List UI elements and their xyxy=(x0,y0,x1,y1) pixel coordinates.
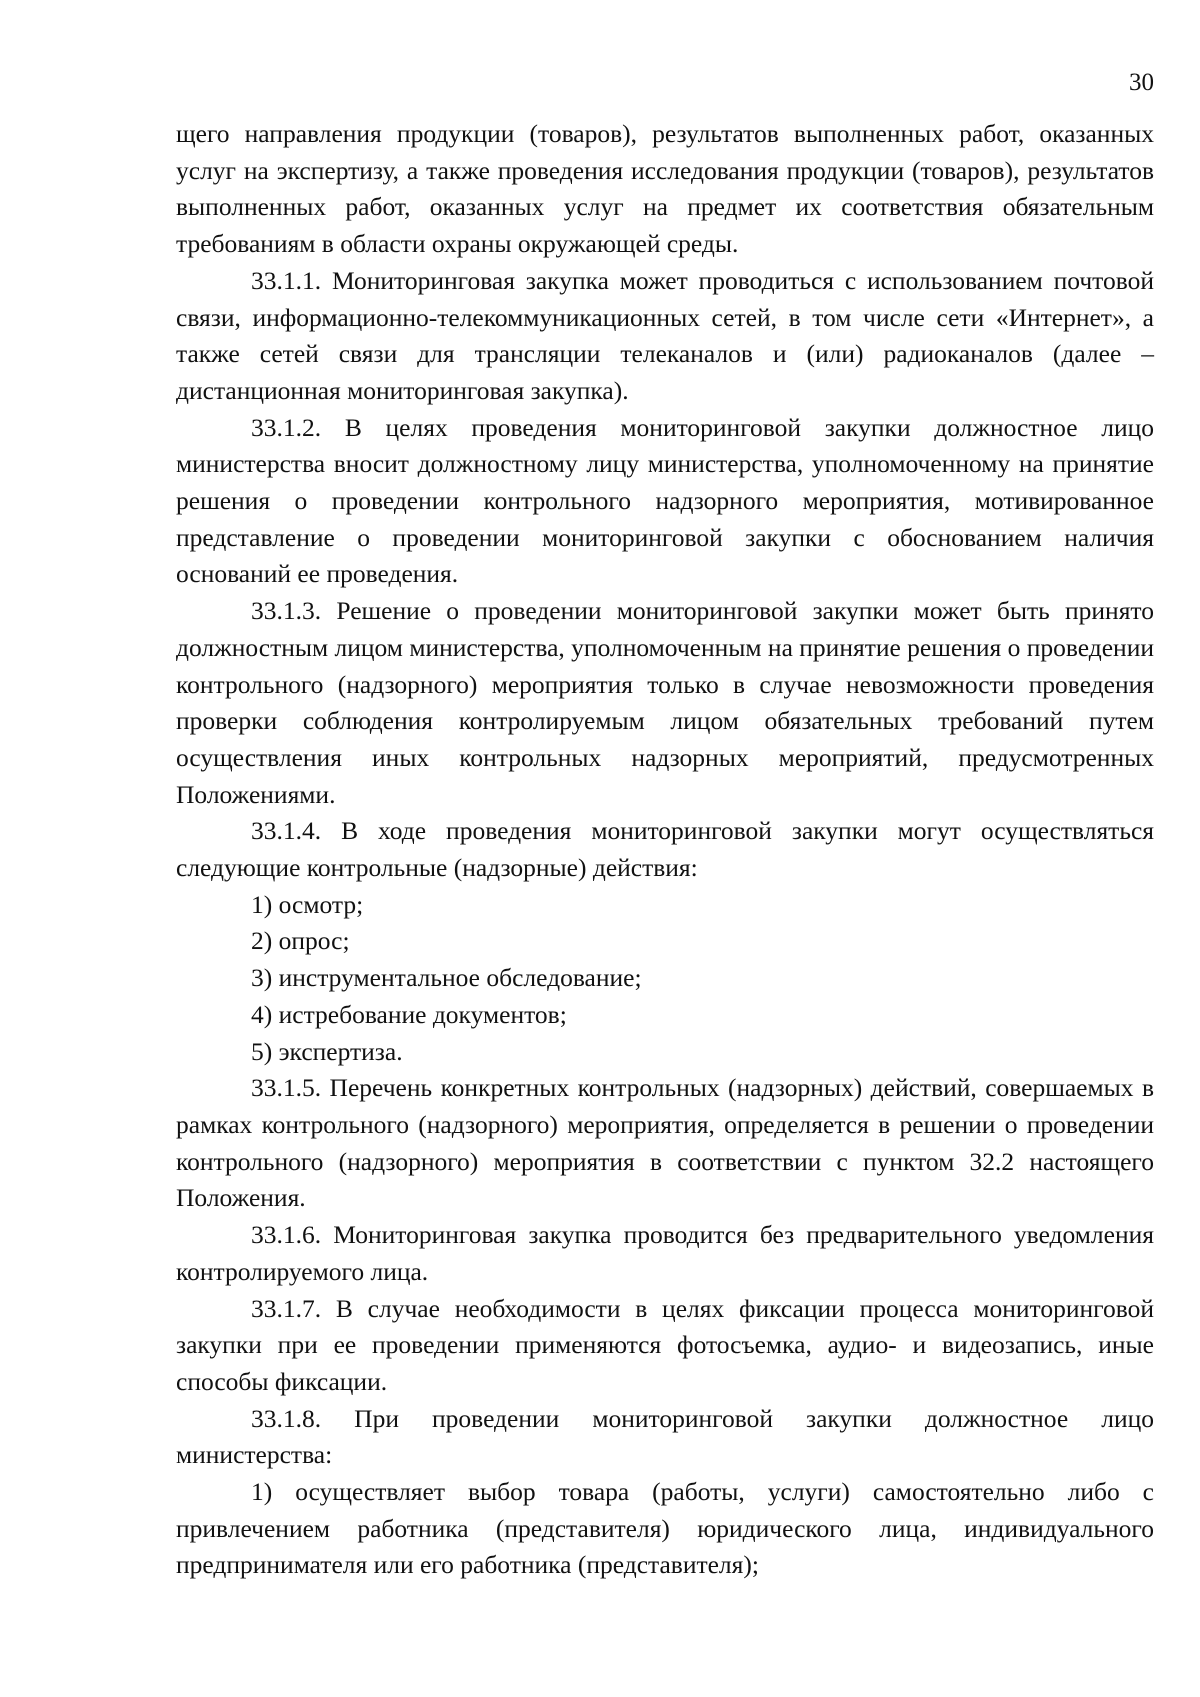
paragraph-33-1-7: 33.1.7. В случае необходимости в целях фиксации процесса мониторинговой закупки при ее проведении применяются фотосъемка, аудио- и видеозапись, иные способы фиксации. xyxy=(176,1293,1154,1396)
list-item: 3) инструментальное обследование; xyxy=(251,963,642,993)
paragraph-33-1-8: 33.1.8. При проведении мониторинговой закупки должностное лицо министерства: xyxy=(176,1403,1154,1470)
paragraph-33-1-2: 33.1.2. В целях проведения мониторинговой закупки должностное лицо министерства вносит должностному лицу министерства, уполномоченному на принятие решения о проведении контрольного надзорного мероприятия, мотивированное представление о проведении мониторинговой закупки с обоснованием наличия оснований ее проведения. xyxy=(176,412,1154,589)
paragraph-33-1-8-item-1: 1) осуществляет выбор товара (работы, услуги) самостоятельно либо с привлечением работника (представителя) юридического лица, индивидуального предпринимателя или его работника (представителя); xyxy=(176,1477,1154,1580)
paragraph-33-1-5: 33.1.5. Перечень конкретных контрольных (надзорных) действий, совершаемых в рамках контрольного (надзорного) мероприятия, определяется в решении о проведении контрольного (надзорного) мероприятия в соответствии с пунктом 32.2 настоящего Положения. xyxy=(176,1073,1154,1213)
document-body xyxy=(176,116,1154,1584)
paragraph-33-1-3: 33.1.3. Решение о проведении мониторинговой закупки может быть принято должностным лицом министерства, уполномоченным на принятие решения о проведении контрольного (надзорного) мероприятия только в случае невозможности проведения проверки соблюдения контролируемым лицом обязательных требований путем осуществления иных контрольных надзорных мероприятий, предусмотренных Положениями. xyxy=(176,596,1154,809)
paragraph-33-1-6: 33.1.6. Мониторинговая закупка проводится без предварительного уведомления контролируемого лица. xyxy=(176,1220,1154,1286)
paragraph-33-1-1: 33.1.1. Мониторинговая закупка может проводиться с использованием почтовой связи, информационно-телекоммуникационных сетей, в том числе сети «Интернет», а также сетей связи для трансляции телеканалов и (или) радиоканалов (далее – дистанционная мониторинговая закупка). xyxy=(176,265,1154,405)
list-item: 2) опрос; xyxy=(251,926,350,956)
paragraph-continuation: щего направления продукции (товаров), результатов выполненных работ, оказанных услуг на экспертизу, а также проведения исследования продукции (товаров), результатов выполненных работ, оказанных услуг на предмет их соответствия обязательным требованиям в области охраны окружающей среды. xyxy=(176,119,1154,259)
list-item: 4) истребование документов; xyxy=(251,999,567,1029)
page-number: 30 xyxy=(1129,69,1154,96)
paragraph-33-1-4: 33.1.4. В ходе проведения мониторинговой закупки могут осуществляться следующие контрольные (надзорные) действия: xyxy=(176,816,1154,883)
list-item: 1) осмотр; xyxy=(251,889,364,919)
list-item: 5) экспертиза. xyxy=(251,1036,403,1066)
